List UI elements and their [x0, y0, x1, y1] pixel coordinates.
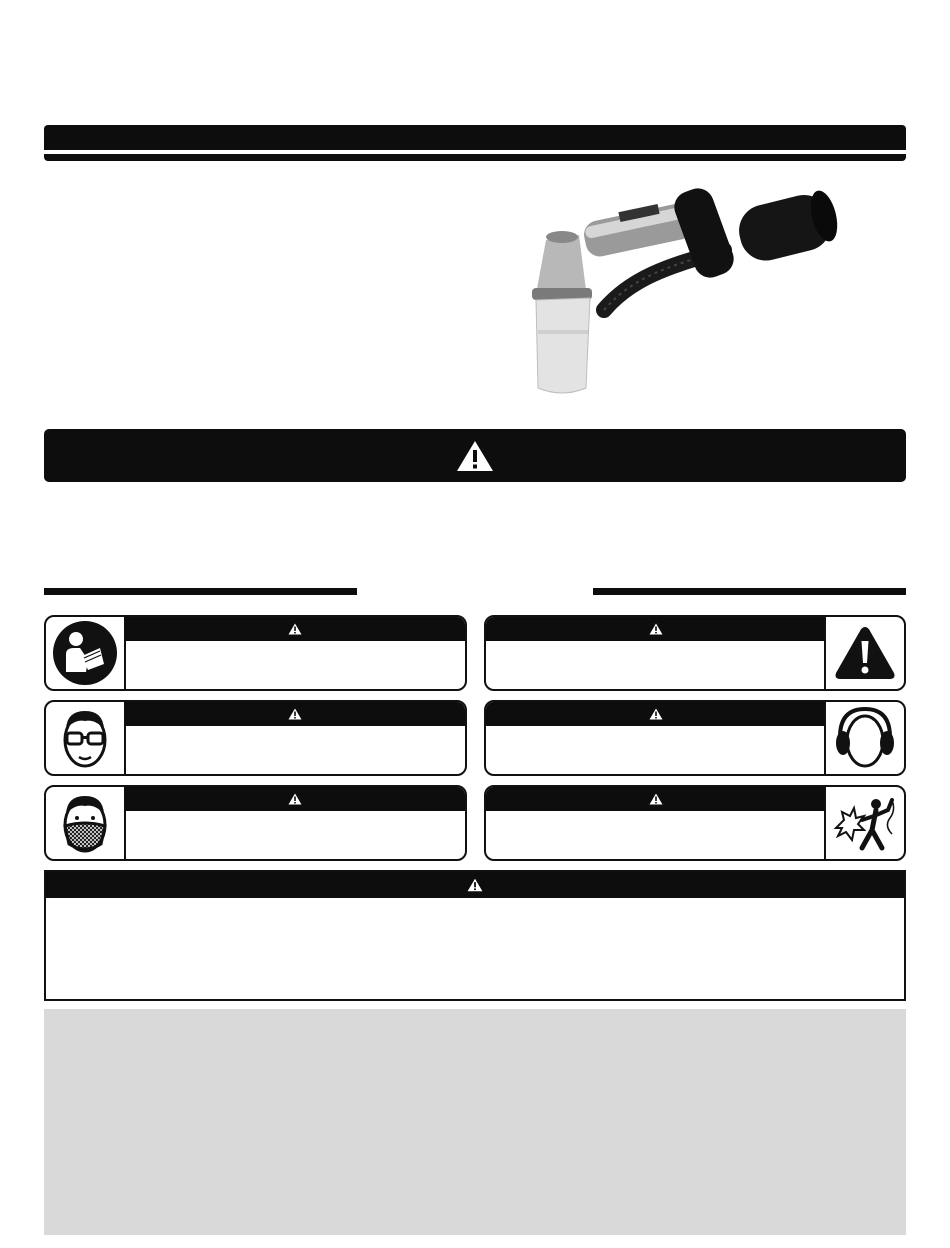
warning-triangle-icon	[288, 793, 302, 805]
warning-triangle-icon	[288, 623, 302, 635]
icon-cell	[46, 787, 126, 859]
safety-box-dust-mask	[44, 785, 467, 861]
explosion-hazard-icon	[832, 790, 898, 856]
box-heading	[486, 787, 826, 811]
safety-box-general-warning	[484, 615, 906, 691]
warning-triangle-icon	[649, 793, 663, 805]
icon-cell	[46, 702, 126, 774]
warning-triangle-icon	[288, 708, 302, 720]
icon-cell	[824, 787, 904, 859]
warning-triangle-icon	[467, 878, 483, 892]
box-heading	[486, 702, 826, 726]
header-bar	[44, 125, 906, 150]
warning-box	[44, 870, 906, 1001]
box-heading	[46, 872, 904, 898]
warning-triangle-icon	[649, 708, 663, 720]
product-photo	[524, 180, 844, 400]
safety-box-explosion-hazard	[484, 785, 906, 861]
warning-banner	[44, 429, 906, 482]
eye-protection-icon	[55, 705, 115, 771]
safety-box-hearing-protection	[484, 700, 906, 776]
gray-info-panel	[44, 1009, 906, 1235]
box-heading	[124, 787, 465, 811]
icon-cell	[824, 617, 904, 689]
safety-box-eye-protection	[44, 700, 467, 776]
hearing-protection-icon	[834, 705, 896, 771]
warning-triangle-icon	[455, 439, 495, 473]
dust-mask-icon	[55, 790, 115, 856]
section-rule-right	[593, 588, 906, 595]
warning-triangle-icon	[834, 625, 896, 681]
icon-cell	[824, 702, 904, 774]
header-rule	[44, 154, 906, 161]
box-heading	[124, 702, 465, 726]
icon-cell	[46, 617, 126, 689]
safety-box-read-manual	[44, 615, 467, 691]
box-heading	[124, 617, 465, 641]
warning-triangle-icon	[649, 623, 663, 635]
section-rule-left	[44, 588, 357, 595]
box-heading	[486, 617, 826, 641]
read-manual-icon	[52, 620, 118, 686]
